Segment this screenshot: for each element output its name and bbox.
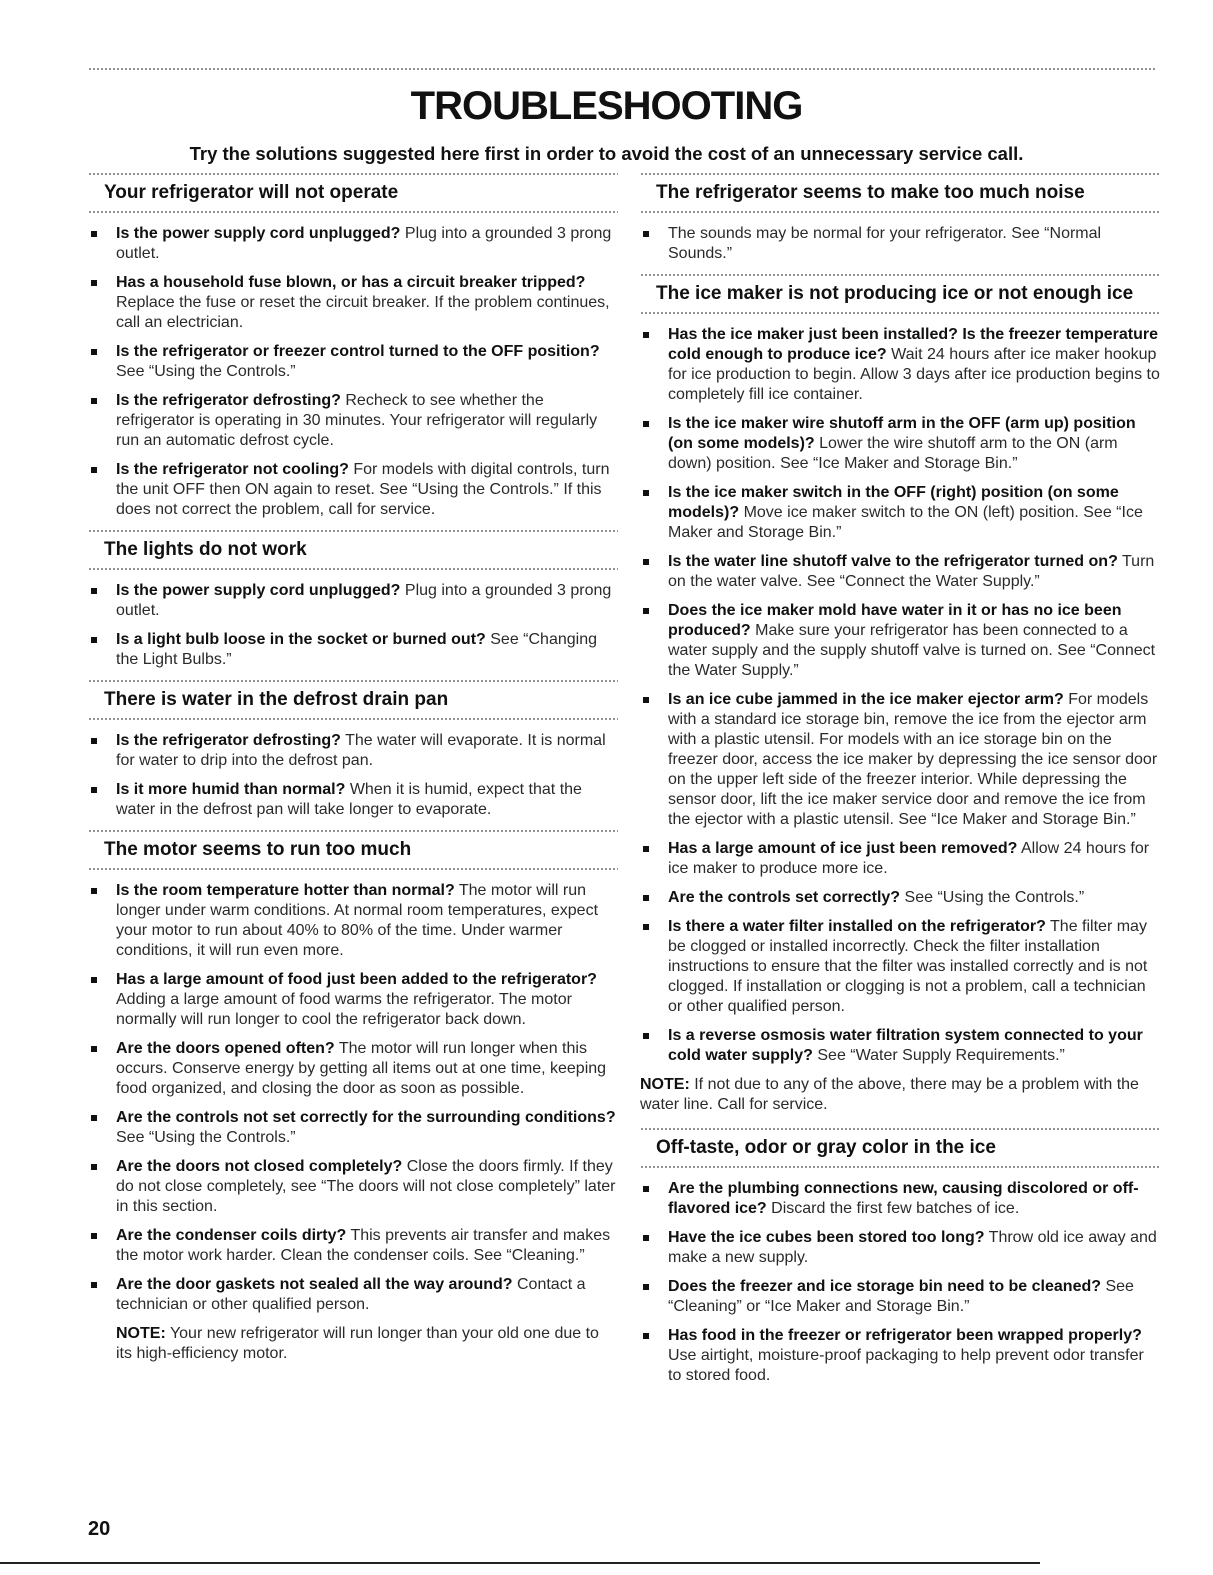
answer-text: For models with digital controls, turn the unit OFF then ON again to reset. See “Using the Controls.” If this does not correct the problem, call for service. (116, 461, 610, 518)
dotted-rule (88, 717, 618, 721)
troubleshooting-list (640, 325, 1160, 1066)
answer-text: Contact a technician or other qualified person. (116, 1276, 586, 1313)
section-heading: There is water in the defrost drain pan (104, 689, 449, 710)
answer-text: Plug into a grounded 3 prong outlet. (116, 225, 612, 262)
list-item (88, 1275, 618, 1315)
answer-text: See “Water Supply Requirements.” (817, 1047, 1065, 1064)
list-item (88, 881, 618, 961)
question-text: Has a household fuse blown, or has a circuit breaker tripped? (116, 274, 586, 291)
section-heading: The ice maker is not producing ice or not enough ice (656, 283, 1134, 304)
dotted-rule (640, 311, 1160, 315)
page-subtitle: Try the solutions suggested here first in order to avoid the cost of an unnecessary service call. (189, 143, 1024, 164)
question-text: Have the ice cubes been stored too long? (668, 1229, 985, 1246)
question-text: Does the freezer and ice storage bin need to be cleaned? (668, 1278, 1102, 1295)
page-number: 20 (88, 1518, 111, 1540)
list-item (88, 391, 618, 451)
section-header (88, 172, 618, 214)
list-item (640, 1228, 1160, 1268)
list-item (88, 630, 618, 670)
answer-text: See “Changing the Light Bulbs.” (116, 631, 597, 668)
question-text: Is the power supply cord unplugged? (116, 582, 401, 599)
answer-text: Throw old ice away and make a new supply. (668, 1229, 1157, 1266)
question-text: Is the ice maker wire shutoff arm in the OFF (arm up) position (on some models)? (668, 415, 1136, 452)
answer-text: The motor will run longer when this occurs. Conserve energy by getting all items out at one time, keeping food organized, and closing the door as soon as possible. (116, 1040, 607, 1097)
answer-text: Recheck to see whether the refrigerator is operating in 30 minutes. Your refrigerator will regularly run an automatic defrost cycle. (116, 392, 598, 449)
troubleshooting-list (88, 881, 618, 1315)
answer-text: See “Cleaning” or “Ice Maker and Storage Bin.” (668, 1278, 1134, 1315)
answer-text: The motor will run longer under warm conditions. At normal room temperatures, expect your motor to run about 40% to 80% of the time. Under warmer conditions, it will run even more. (116, 882, 599, 959)
question-text: Is there a water filter installed on the refrigerator? (668, 918, 1046, 935)
answer-text: Plug into a grounded 3 prong outlet. (116, 582, 612, 619)
note-label: NOTE: (640, 1076, 690, 1093)
list-item (88, 1157, 618, 1217)
list-item (640, 1277, 1160, 1317)
question-text: Is the refrigerator not cooling? (116, 461, 349, 478)
list-item (88, 581, 618, 621)
list-item (88, 460, 618, 520)
question-text: Has a large amount of ice just been removed? (668, 840, 1018, 857)
list-item (88, 780, 618, 820)
note-text: Your new refrigerator will run longer than your old one due to its high-efficiency motor. (116, 1325, 599, 1362)
answer-text: When it is humid, expect that the water in the defrost pan will take longer to evaporate. (116, 781, 582, 818)
answer-text: Replace the fuse or reset the circuit breaker. If the problem continues, call an electrician. (116, 294, 610, 331)
troubleshooting-list (640, 224, 1160, 264)
section-heading: Off-taste, odor or gray color in the ice (656, 1137, 996, 1158)
answer-text: See “Using the Controls.” (116, 1129, 296, 1146)
dotted-rule (88, 567, 618, 571)
question-text: Is a light bulb loose in the socket or burned out? (116, 631, 486, 648)
answer-text: The filter may be clogged or installed incorrectly. Check the filter installation instructions to ensure that the filter was installed correctly and is not clogged. If installation or clogging is not a problem, call a technician or other qualified person. (668, 918, 1148, 1015)
answer-text: Discard the first few batches of ice. (771, 1200, 1020, 1217)
answer-text: Close the doors firmly. If they do not close completely, see “The doors will not close completely” later in this section. (116, 1158, 616, 1215)
answer-text: Turn on the water valve. See “Connect the Water Supply.” (668, 553, 1155, 590)
list-item (640, 839, 1160, 879)
page-title: TROUBLESHOOTING (410, 84, 803, 128)
section-header (640, 172, 1160, 214)
troubleshooting-list (88, 731, 618, 820)
top-dotted-rule (88, 67, 1156, 71)
question-text: Is the room temperature hotter than normal? (116, 882, 455, 899)
dotted-rule (640, 1165, 1160, 1169)
answer-text: See “Using the Controls.” (904, 889, 1085, 906)
question-text: Has food in the freezer or refrigerator been wrapped properly? (668, 1327, 1142, 1344)
list-item (88, 1108, 618, 1148)
right-column (640, 172, 1160, 1395)
list-item (88, 731, 618, 771)
list-item (640, 224, 1160, 264)
dotted-rule (88, 210, 618, 214)
note-paragraph (88, 1324, 618, 1364)
answer-text: Lower the wire shutoff arm to the ON (arm down) position. See “Ice Maker and Storage Bin.” (668, 435, 1118, 472)
answer-text: This prevents air transfer and makes the motor work harder. Clean the condenser coils. See “Cleaning.” (116, 1227, 611, 1264)
question-text: Is the power supply cord unplugged? (116, 225, 401, 242)
question-text: Are the door gaskets not sealed all the way around? (116, 1276, 513, 1293)
answer-text: For models with a standard ice storage bin, remove the ice from the ejector arm with a plastic utensil. For models with an ice storage bin on the freezer door, access the ice maker by depressing the ice sensor door on the upper left side of the freezer interior. While depressing the sensor door, lift the ice maker service door and remove the ice from the ejector with a plastic utensil. See “Ice Maker and Storage Bin.” (668, 691, 1158, 828)
question-text: Are the controls set correctly? (668, 889, 901, 906)
section-header (88, 529, 618, 571)
answer-text: Move ice maker switch to the ON (left) position. See “Ice Maker and Storage Bin.” (668, 504, 1143, 541)
question-text: Is the ice maker switch in the OFF (right) position (on some models)? (668, 484, 1119, 521)
question-text: Are the doors opened often? (116, 1040, 335, 1057)
dotted-rule (88, 867, 618, 871)
question-text: Has a large amount of food just been added to the refrigerator? (116, 971, 597, 988)
list-item (88, 224, 618, 264)
section-heading: The refrigerator seems to make too much noise (656, 182, 1085, 203)
list-item (640, 552, 1160, 592)
answer-text: The water will evaporate. It is normal for water to drip into the defrost pan. (116, 732, 606, 769)
question-text: Are the condenser coils dirty? (116, 1227, 347, 1244)
list-item (640, 888, 1160, 908)
question-text: Are the controls not set correctly for the surrounding conditions? (116, 1109, 616, 1126)
list-item (88, 342, 618, 382)
section-header (88, 679, 618, 721)
question-text: Is it more humid than normal? (116, 781, 346, 798)
section-header (640, 273, 1160, 315)
list-item (88, 1226, 618, 1266)
note-label: NOTE: (116, 1325, 166, 1342)
troubleshooting-list (640, 1179, 1160, 1386)
answer-text: Make sure your refrigerator has been connected to a water supply and the supply shutoff valve is turned on. See “Connect the Water Supply.” (668, 622, 1156, 679)
question-text: Is the refrigerator defrosting? (116, 392, 341, 409)
list-item (640, 690, 1160, 830)
troubleshooting-list (88, 581, 618, 670)
question-text: Are the plumbing connections new, causing discolored or off-flavored ice? (668, 1180, 1139, 1217)
section-header (640, 1127, 1160, 1169)
answer-text: The sounds may be normal for your refrigerator. See “Normal Sounds.” (668, 225, 1102, 262)
answer-text: Adding a large amount of food warms the refrigerator. The motor normally will run longer to cool the refrigerator back down. (116, 991, 572, 1028)
question-text: Is a reverse osmosis water filtration system connected to your cold water supply? (668, 1027, 1143, 1064)
note-paragraph (640, 1075, 1160, 1115)
section-heading: Your refrigerator will not operate (104, 182, 399, 203)
list-item (640, 917, 1160, 1017)
section-heading: The motor seems to run too much (104, 839, 412, 860)
list-item (640, 1326, 1160, 1386)
question-text: Are the doors not closed completely? (116, 1158, 403, 1175)
list-item (640, 325, 1160, 405)
list-item (640, 1179, 1160, 1219)
question-text: Is the refrigerator defrosting? (116, 732, 341, 749)
list-item (640, 601, 1160, 681)
note-text: If not due to any of the above, there may be a problem with the water line. Call for service. (640, 1076, 1139, 1113)
answer-text: Allow 24 hours for ice maker to produce more ice. (668, 840, 1150, 877)
list-item (88, 970, 618, 1030)
question-text: Has the ice maker just been installed? Is the freezer temperature cold enough to produce ice? (668, 326, 1158, 363)
list-item (640, 414, 1160, 474)
answer-text: Use airtight, moisture-proof packaging to help prevent odor transfer to stored food. (668, 1347, 1144, 1384)
section-header (88, 829, 618, 871)
answer-text: Wait 24 hours after ice maker hookup for ice production to begin. Allow 3 days after ice production begins to completely fill ice container. (668, 346, 1160, 403)
section-heading: The lights do not work (104, 539, 307, 560)
left-column (88, 172, 618, 1376)
dotted-rule (640, 210, 1160, 214)
question-text: Is the refrigerator or freezer control turned to the OFF position? (116, 343, 600, 360)
list-item (640, 483, 1160, 543)
question-text: Does the ice maker mold have water in it or has no ice been produced? (668, 602, 1122, 639)
troubleshooting-list (88, 224, 618, 520)
question-text: Is an ice cube jammed in the ice maker ejector arm? (668, 691, 1064, 708)
question-text: Is the water line shutoff valve to the refrigerator turned on? (668, 553, 1118, 570)
bottom-rule (0, 1562, 1040, 1564)
answer-text: See “Using the Controls.” (116, 363, 296, 380)
list-item (88, 1039, 618, 1099)
list-item (640, 1026, 1160, 1066)
list-item (88, 273, 618, 333)
